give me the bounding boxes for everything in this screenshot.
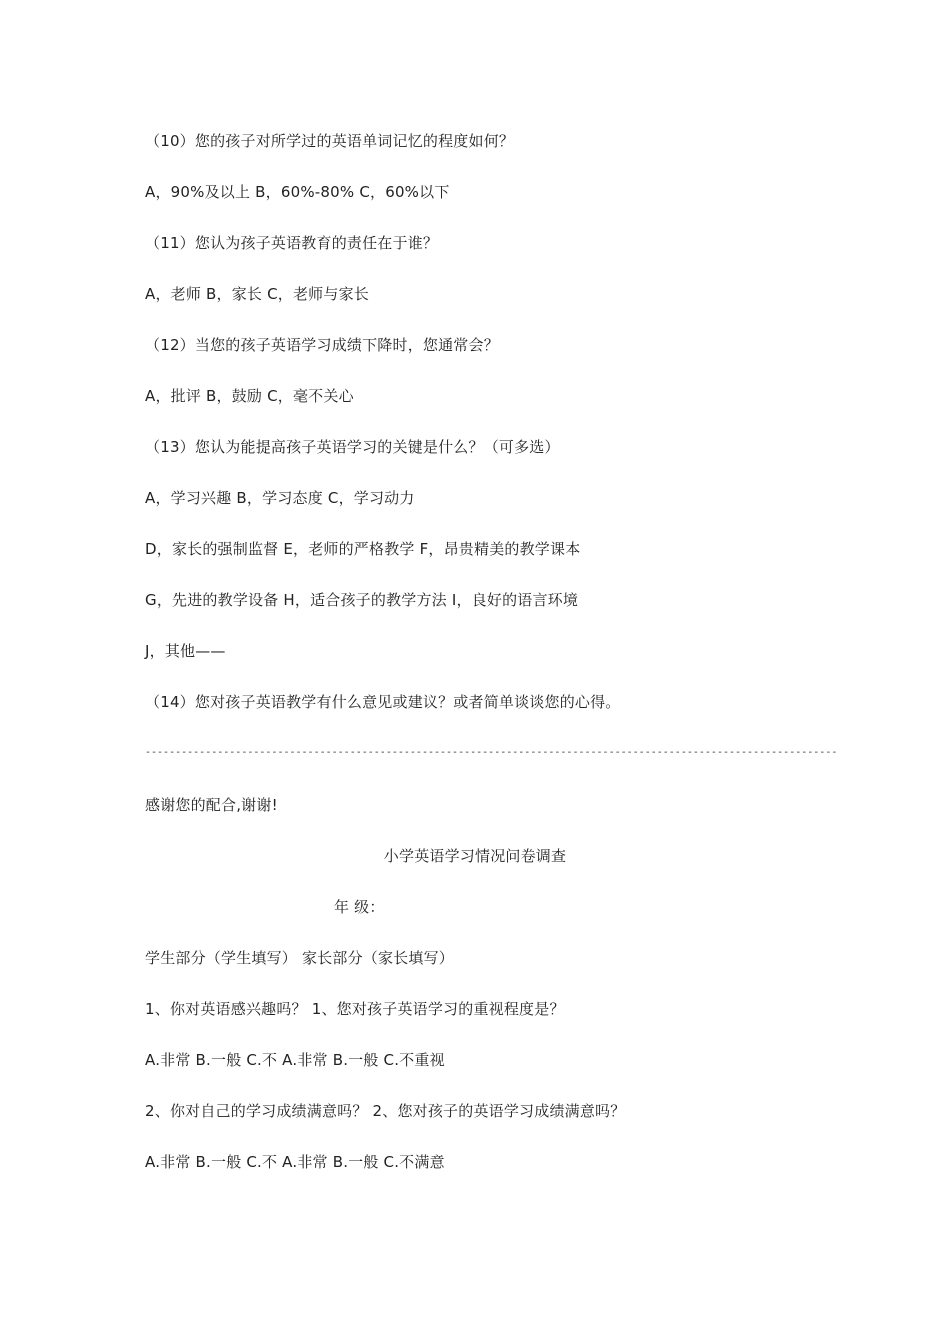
question-13-options-ghi: G，先进的教学设备 H，适合孩子的教学方法 I，良好的语言环境 xyxy=(145,591,579,609)
survey-question-1-options: A.非常 B.一般 C.不 A.非常 B.一般 C.不重视 xyxy=(145,1051,445,1069)
section-headers: 学生部分（学生填写） 家长部分（家长填写） xyxy=(145,949,454,967)
question-11-options: A，老师 B，家长 C，老师与家长 xyxy=(145,285,369,303)
question-10: （10）您的孩子对所学过的英语单词记忆的程度如何？ xyxy=(145,132,515,150)
question-11: （11）您认为孩子英语教育的责任在于谁？ xyxy=(145,234,439,252)
question-10-options: A，90%及以上 B，60%-80% C，60%以下 xyxy=(145,183,450,201)
survey-question-2-options: A.非常 B.一般 C.不 A.非常 B.一般 C.不满意 xyxy=(145,1153,445,1171)
grade-label: 年 级： xyxy=(334,898,385,916)
question-13-options-abc: A，学习兴趣 B，学习态度 C，学习动力 xyxy=(145,489,415,507)
survey-title: 小学英语学习情况问卷调查 xyxy=(383,847,567,865)
question-12-options: A，批评 B，鼓励 C，毫不关心 xyxy=(145,387,354,405)
survey-question-1: 1、你对英语感兴趣吗？ 1、您对孩子英语学习的重视程度是？ xyxy=(145,1000,565,1018)
survey-question-2: 2、你对自己的学习成绩满意吗？ 2、您对孩子的英语学习成绩满意吗？ xyxy=(145,1102,626,1120)
question-13-options-def: D，家长的强制监督 E，老师的严格教学 F，昂贵精美的教学课本 xyxy=(145,540,581,558)
question-13-options-j: J，其他—— xyxy=(145,642,226,660)
question-13: （13）您认为能提高孩子英语学习的关键是什么？（可多选） xyxy=(145,438,560,456)
thanks-text: 感谢您的配合,谢谢! xyxy=(145,796,278,814)
divider-line: ------------------------------------------------------------------------------------------------------------------- xyxy=(145,747,838,758)
question-12: （12）当您的孩子英语学习成绩下降时，您通常会？ xyxy=(145,336,499,354)
question-14: （14）您对孩子英语教学有什么意见或建议？或者简单谈谈您的心得。 xyxy=(145,693,621,711)
